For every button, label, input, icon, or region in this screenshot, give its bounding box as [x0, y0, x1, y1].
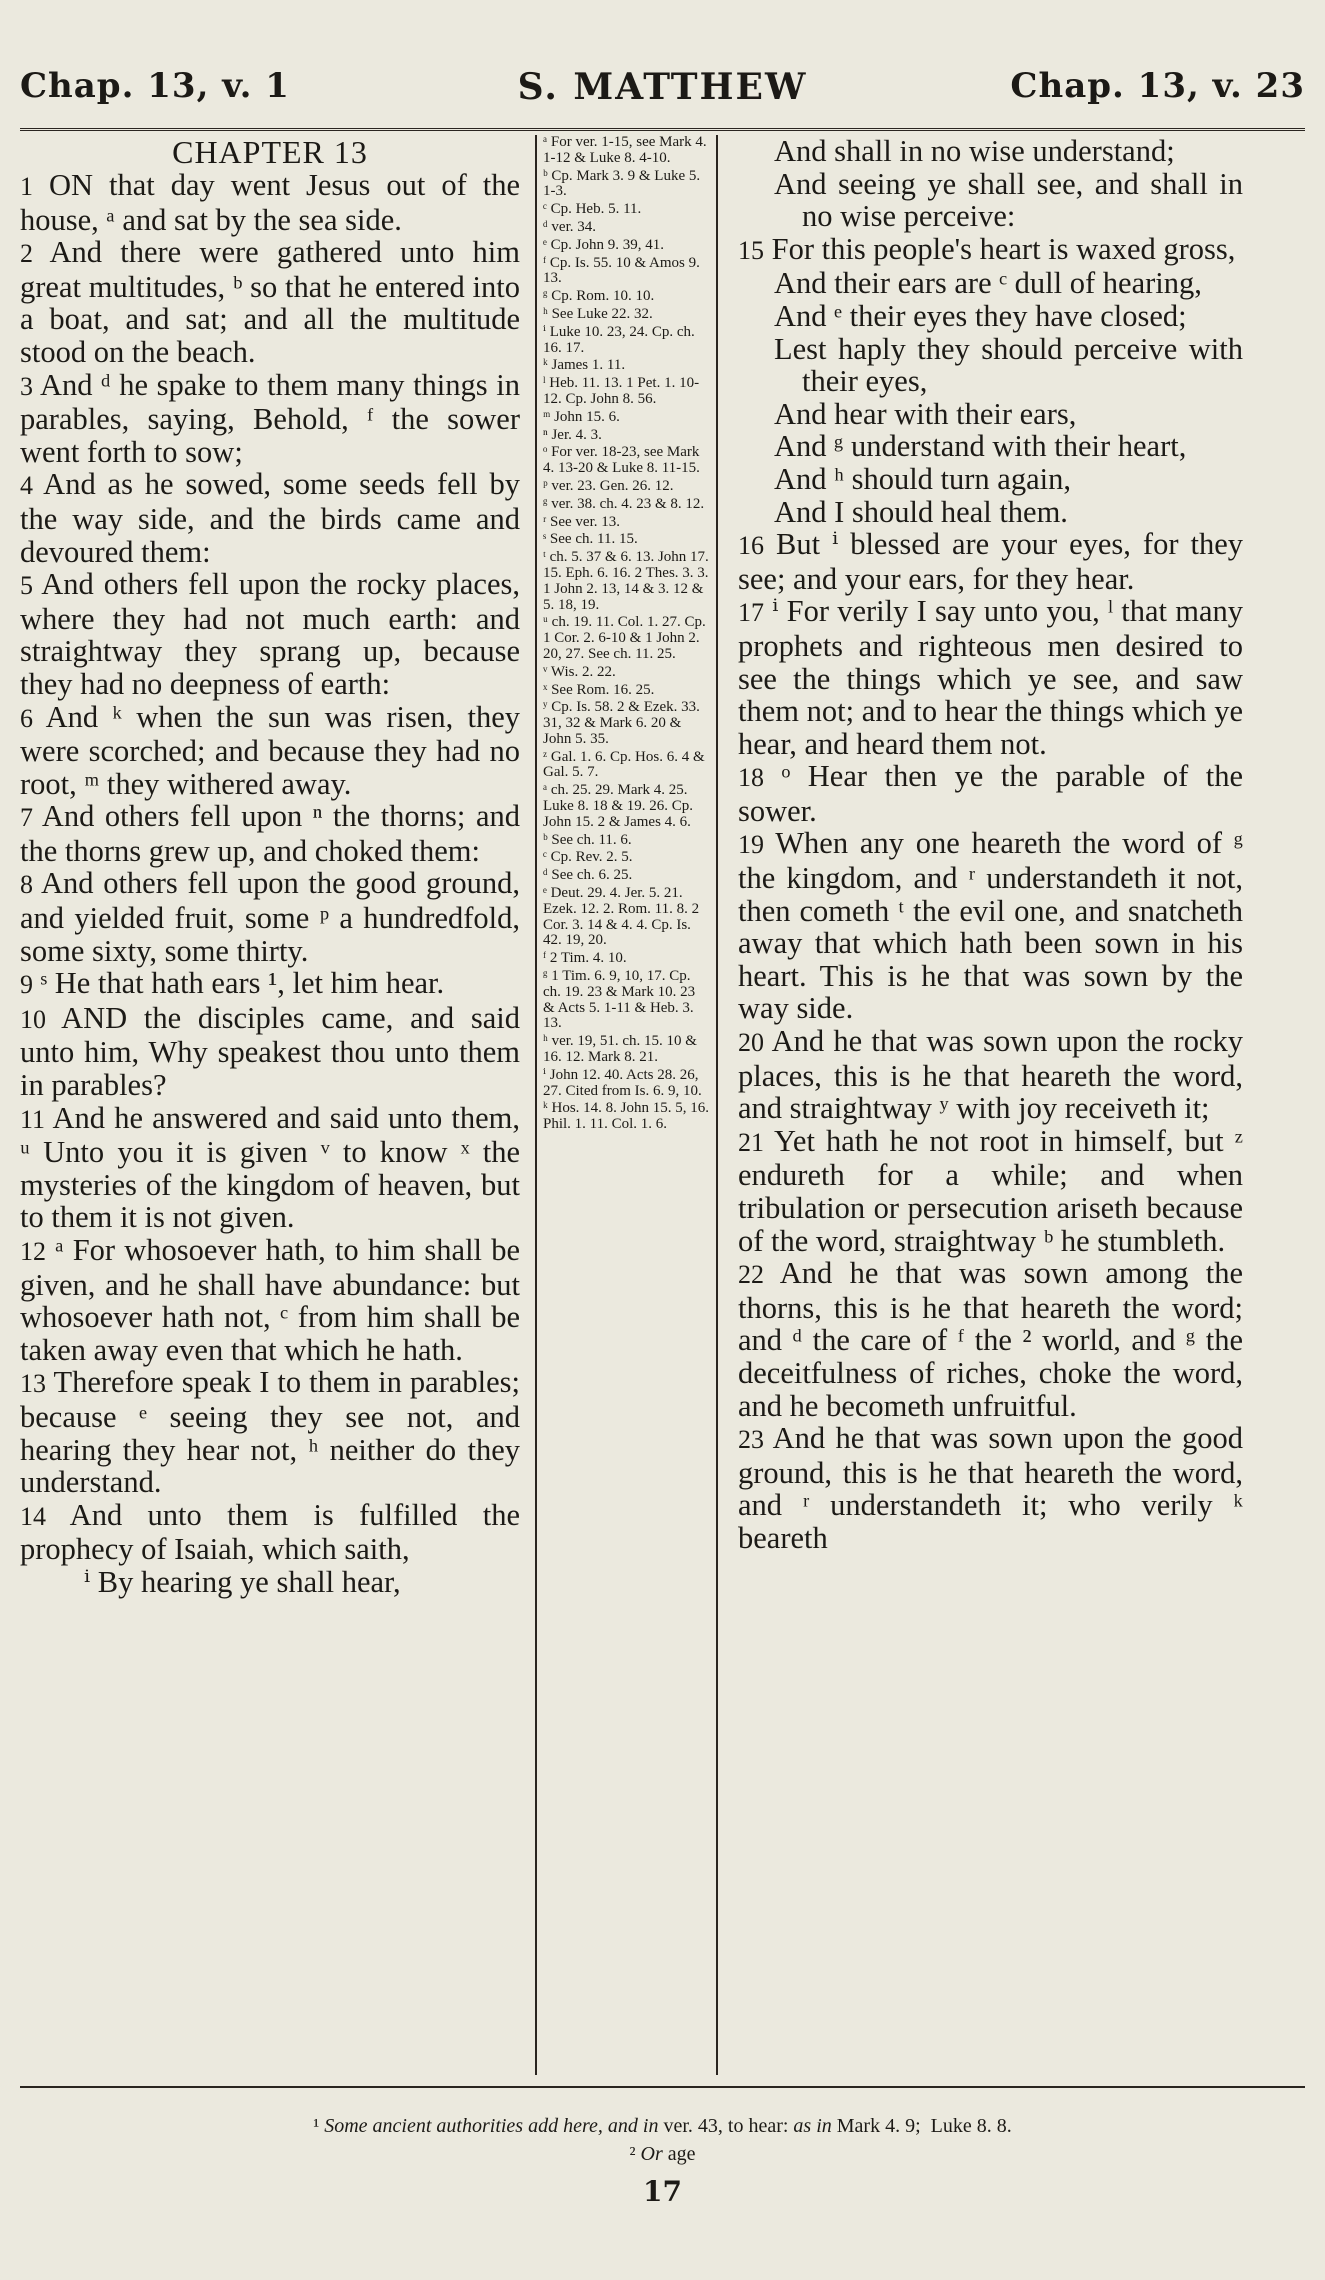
- verse-number: 21: [738, 1127, 764, 1157]
- verse: [20, 1365, 528, 1500]
- cross-reference: ᵈ See ch. 6. 25.: [543, 867, 633, 884]
- verse-text: Yet hath he not root in himself, but ᶻ endureth for a while; and when tribulation or persecution ariseth because of the word, straightway ᵇ he stumbleth.: [738, 1123, 1251, 1258]
- verse-text: ᵃ For whosoever hath, to him shall be given, and he shall have abundance: but whosoever hath not, ᶜ from him shall be taken away even that which he hath.: [20, 1233, 528, 1367]
- verse: [20, 235, 528, 369]
- verse: [20, 799, 528, 868]
- chapter-title: CHAPTER 13: [172, 134, 368, 170]
- verse-text: And he answered and said unto them, ᵘ Unto you it is given ᵛ to know ˣ the mysteries of the kingdom of heaven, but to them it is not given.: [20, 1100, 528, 1235]
- poem-line: [738, 430, 1243, 463]
- verse-text: ⁱ For verily I say unto you, ˡ that many prophets and righteous men desired to see the things which ye see, and saw them not; and to hear the things which ye hear, and heard them not.: [738, 594, 1251, 761]
- cross-reference: ᵛ Wis. 2. 22.: [543, 663, 616, 680]
- verse-number: 15: [738, 235, 764, 265]
- poem-line-text: And I should heal them.: [774, 494, 1068, 529]
- verse: [738, 1024, 1251, 1126]
- verse-15-poem: [738, 231, 1251, 529]
- verse-text: And there were gathered unto him great multitudes, ᵇ so that he entered into a boat, and sat; and all the multitude stood on the beach.: [20, 235, 528, 369]
- verse-number: 18: [738, 763, 764, 793]
- footnote-1-ref-a: ver. 43,: [663, 2115, 723, 2137]
- verse-text: When any one heareth the word of ᵍ the kingdom, and ʳ understandeth it not, then cometh ᵗ the evil one, and snatcheth away that which hath been sown in his heart. This is he that was sown by the way side.: [738, 826, 1251, 1026]
- verse-text: And ᵈ he spake to them many things in parables, saying, Behold, ᶠ the sower went forth to sow;: [20, 367, 528, 469]
- verse-number: 17: [738, 598, 764, 628]
- poem-line-text: And ᵍ understand with their heart,: [774, 429, 1187, 464]
- footnotes: [20, 2112, 1305, 2168]
- verse-text: ON that day went Jesus out of the house, ᵃ and sat by the sea side.: [20, 168, 528, 237]
- cross-reference: ᶜ Cp. Rev. 2. 5.: [543, 849, 633, 866]
- verse-text: But ⁱ blessed are your eyes, for they see; and your ears, for they hear.: [738, 527, 1251, 596]
- poem-line-text: For this people's heart is waxed gross,: [771, 231, 1236, 266]
- verse: [20, 1566, 520, 1599]
- verse-number: 14: [20, 1501, 46, 1531]
- cross-reference-column: [535, 135, 718, 2075]
- poem-line: And seeing ye shall see, and shall in no wise perceive:: [774, 166, 1251, 234]
- verse: [738, 594, 1251, 761]
- cross-reference: ᵐ John 15. 6.: [543, 408, 620, 425]
- verse: [738, 1256, 1251, 1423]
- verse-text: And as he sowed, some seeds fell by the way side, and the birds came and devoured them:: [20, 467, 528, 569]
- footnote-2-marker: ²: [629, 2143, 636, 2165]
- verse-number: 22: [738, 1260, 764, 1290]
- cross-reference: ᵍ ver. 38. ch. 4. 23 & 8. 12.: [543, 495, 705, 512]
- cross-reference: ʸ Cp. Is. 58. 2 & Ezek. 33. 31, 32 & Mark 6. 20 & John 5. 35.: [543, 699, 704, 747]
- cross-reference: ᶜ Cp. Heb. 5. 11.: [543, 201, 642, 218]
- poem-line-text: And ʰ should turn again,: [774, 461, 1071, 496]
- footnote-1-italic-b: as in: [793, 2115, 832, 2137]
- cross-reference: ᵇ Cp. Mark 3. 9 & Luke 5. 1-3.: [543, 167, 704, 200]
- poem-line: [738, 331, 1251, 399]
- verse: [738, 759, 1251, 828]
- verse-number: 5: [20, 571, 33, 601]
- poem-line: [738, 267, 1243, 300]
- cross-reference: ˢ See ch. 11. 15.: [543, 531, 638, 548]
- verse-text: AND the disciples came, and said unto him, Why speakest thou unto them in parables?: [20, 1000, 528, 1103]
- verse-text: And he that was sown upon the rocky places, this is he that heareth the word, and straightway ʸ with joy receiveth it;: [738, 1024, 1251, 1126]
- verse-number: 20: [738, 1028, 764, 1058]
- header-chapter-verse-end: Chap. 13, v. 23: [1010, 66, 1305, 106]
- verse-text: ˢ He that hath ears ¹, let him hear.: [40, 966, 445, 1001]
- verse-number: 7: [20, 803, 33, 833]
- cross-reference: ᵉ Cp. John 9. 39, 41.: [543, 236, 664, 253]
- header-book-title: S. MATTHEW: [517, 66, 808, 108]
- poem-line: [738, 233, 1243, 268]
- poem-line: [738, 300, 1243, 333]
- poem-line: [738, 463, 1243, 496]
- verse-text: And others fell upon the rocky places, where they had not much earth: and straightway they sprang up, because they had no deepness of earth:: [20, 567, 528, 701]
- cross-reference: ʰ See Luke 22. 32.: [543, 305, 653, 322]
- verse: [20, 367, 528, 469]
- cross-reference: ˡ Heb. 11. 13. 1 Pet. 1. 10-12. Cp. John 8. 56.: [543, 375, 700, 407]
- poem-line-text: And their ears are ᶜ dull of hearing,: [774, 266, 1202, 301]
- footnote-1-marker: ¹: [313, 2115, 320, 2137]
- verse: [20, 1233, 528, 1367]
- cross-reference: ᶻ Gal. 1. 6. Cp. Hos. 6. 4 & Gal. 5. 7.: [543, 748, 709, 781]
- poem-line-text: And ᵉ their eyes they have closed;: [774, 298, 1187, 333]
- verse: [738, 527, 1251, 596]
- cross-reference: ʰ ver. 19, 51. ch. 15. 10 & 16. 12. Mark 8. 21.: [543, 1033, 701, 1066]
- right-text-column: [738, 134, 1251, 2075]
- verse-text: And others fell upon ⁿ the thorns; and the thorns grew up, and choked them:: [20, 799, 528, 868]
- cross-reference: ᶠ Cp. Is. 55. 10 & Amos 9. 13.: [543, 254, 704, 287]
- poem-line: [738, 496, 1243, 529]
- verse-number: 1: [20, 172, 33, 201]
- cross-reference: ᵇ See ch. 11. 6.: [543, 831, 632, 848]
- poem-line: [738, 398, 1243, 431]
- cross-reference: ᵘ ch. 19. 11. Col. 1. 27. Cp. 1 Cor. 2. 6-10 & 1 John 2. 20, 27. See ch. 11. 25.: [543, 614, 710, 662]
- poem-continuation: [738, 134, 1251, 234]
- verse-number: 23: [738, 1425, 764, 1455]
- verse-number: 2: [20, 239, 33, 269]
- footnote-2-text: age: [667, 2143, 696, 2165]
- verse: [738, 1123, 1251, 1258]
- verse: [20, 168, 528, 237]
- left-verse-list: [20, 168, 528, 1599]
- left-text-column: [20, 134, 528, 2075]
- verse-number: 10: [20, 1004, 46, 1034]
- verse-text: And ᵏ when the sun was risen, they were scorched; and because they had no root, ᵐ they withered away.: [20, 699, 528, 801]
- footnote-1: [20, 2112, 1305, 2140]
- verse-text: ⁱ By hearing ye shall hear,: [84, 1564, 401, 1599]
- verse: [20, 1497, 528, 1567]
- verse: [20, 567, 528, 701]
- cross-reference: ᵃ For ver. 1-15, see Mark 4. 1-12 & Luke 8. 4-10.: [543, 134, 711, 166]
- cross-reference-list: [543, 134, 713, 1133]
- cross-reference: ᵖ ver. 23. Gen. 26. 12.: [543, 477, 674, 494]
- verse: [20, 1100, 528, 1235]
- verse-text: And he that was sown upon the good ground, this is he that heareth the word, and ʳ understandeth it; who verily ᵏ beareth: [738, 1421, 1251, 1555]
- cross-reference: ᵏ James 1. 11.: [543, 357, 626, 374]
- poem-line: And shall in no wise understand;: [774, 134, 1175, 168]
- page-number: 17: [643, 2175, 682, 2208]
- footnote-2-italic: Or: [640, 2143, 663, 2165]
- cross-reference: ⁿ Jer. 4. 3.: [543, 426, 602, 443]
- verse-text: ᵒ Hear then ye the parable of the sower.: [738, 759, 1251, 828]
- verse-text: And others fell upon the good ground, and yielded fruit, some ᵖ a hundredfold, some sixty, some thirty.: [20, 866, 528, 968]
- verse: [20, 467, 528, 569]
- verse-text: And he that was sown among the thorns, this is he that heareth the word; and ᵈ the care of ᶠ the ² world, and ᵍ the deceitfulness of riches, choke the word, and he becometh unfruitful.: [738, 1256, 1251, 1423]
- verse-number: 16: [738, 531, 764, 561]
- verse: [20, 699, 528, 801]
- verse: [20, 866, 528, 968]
- cross-reference: ᵃ ch. 25. 29. Mark 4. 25. Luke 8. 18 & 19. 26. Cp. John 15. 2 & James 4. 6.: [543, 782, 697, 830]
- cross-reference: ᵍ 1 Tim. 6. 9, 10, 17. Cp. ch. 19. 23 & Mark 10. 23 & Acts 5. 1-11 & Heb. 3. 13.: [543, 968, 699, 1032]
- cross-reference: ⁱ Luke 10. 23, 24. Cp. ch. 16. 17.: [543, 323, 699, 356]
- cross-reference: ⁱ John 12. 40. Acts 28. 26, 27. Cited from Is. 6. 9, 10.: [543, 1066, 703, 1099]
- footnote-1-mid: to hear:: [727, 2115, 789, 2137]
- verse-number: 19: [738, 830, 764, 860]
- cross-reference: ᵉ Deut. 29. 4. Jer. 5. 21. Ezek. 12. 2. Rom. 11. 8. 2 Cor. 3. 14 & 4. 4. Cp. Is. 42. 19, 20.: [543, 885, 703, 949]
- footnote-1-ref-b: Mark 4. 9; Luke 8. 8.: [836, 2115, 1012, 2137]
- verse-number: 8: [20, 870, 33, 900]
- cross-reference: ʳ See ver. 13.: [543, 513, 620, 530]
- verse-text: And unto them is fulfilled the prophecy of Isaiah, which saith,: [20, 1497, 528, 1567]
- right-verse-list: [738, 527, 1251, 1555]
- verse-number: 13: [20, 1369, 46, 1399]
- poem-line-text: Lest haply they should perceive with their eyes,: [774, 331, 1251, 399]
- verse: [20, 1000, 528, 1103]
- verse-number: 9: [20, 970, 33, 1000]
- verse-number: 12: [20, 1237, 46, 1266]
- verse-number: 4: [20, 471, 33, 501]
- running-header: [20, 66, 1305, 126]
- footnote-rule: [20, 2086, 1305, 2088]
- verse-number: 6: [20, 703, 33, 733]
- header-rule: [20, 128, 1305, 131]
- footnote-2: [20, 2140, 1305, 2168]
- verse: [20, 967, 520, 1002]
- cross-reference: ᵏ Hos. 14. 8. John 15. 5, 16. Phil. 1. 11. Col. 1. 6.: [543, 1100, 713, 1133]
- cross-reference: ᵍ Cp. Rom. 10. 10.: [543, 288, 655, 305]
- cross-reference: ᵗ ch. 5. 37 & 6. 13. John 17. 15. Eph. 6. 16. 2 Thes. 3. 3. 1 John 2. 13, 14 & 3. 12 & 5. 18, 19.: [543, 549, 713, 613]
- verse: [738, 1421, 1251, 1555]
- cross-reference: ᵒ For ver. 18-23, see Mark 4. 13-20 & Luke 8. 11-15.: [543, 444, 704, 477]
- verse-number: 3: [20, 371, 33, 401]
- cross-reference: ᵈ ver. 34.: [543, 218, 596, 235]
- header-chapter-verse-start: Chap. 13, v. 1: [20, 66, 290, 106]
- verse-number: 11: [20, 1104, 46, 1134]
- cross-reference: ᶠ 2 Tim. 4. 10.: [543, 950, 627, 967]
- poem-line-text: And hear with their ears,: [774, 396, 1077, 431]
- verse-text: Therefore speak I to them in parables; because ᵉ seeing they see not, and hearing they hear not, ʰ neither do they understand.: [20, 1365, 528, 1500]
- footnote-1-italic-a: Some ancient authorities add here, and in: [324, 2115, 659, 2137]
- verse: [738, 826, 1251, 1026]
- cross-reference: ˣ See Rom. 16. 25.: [543, 681, 655, 698]
